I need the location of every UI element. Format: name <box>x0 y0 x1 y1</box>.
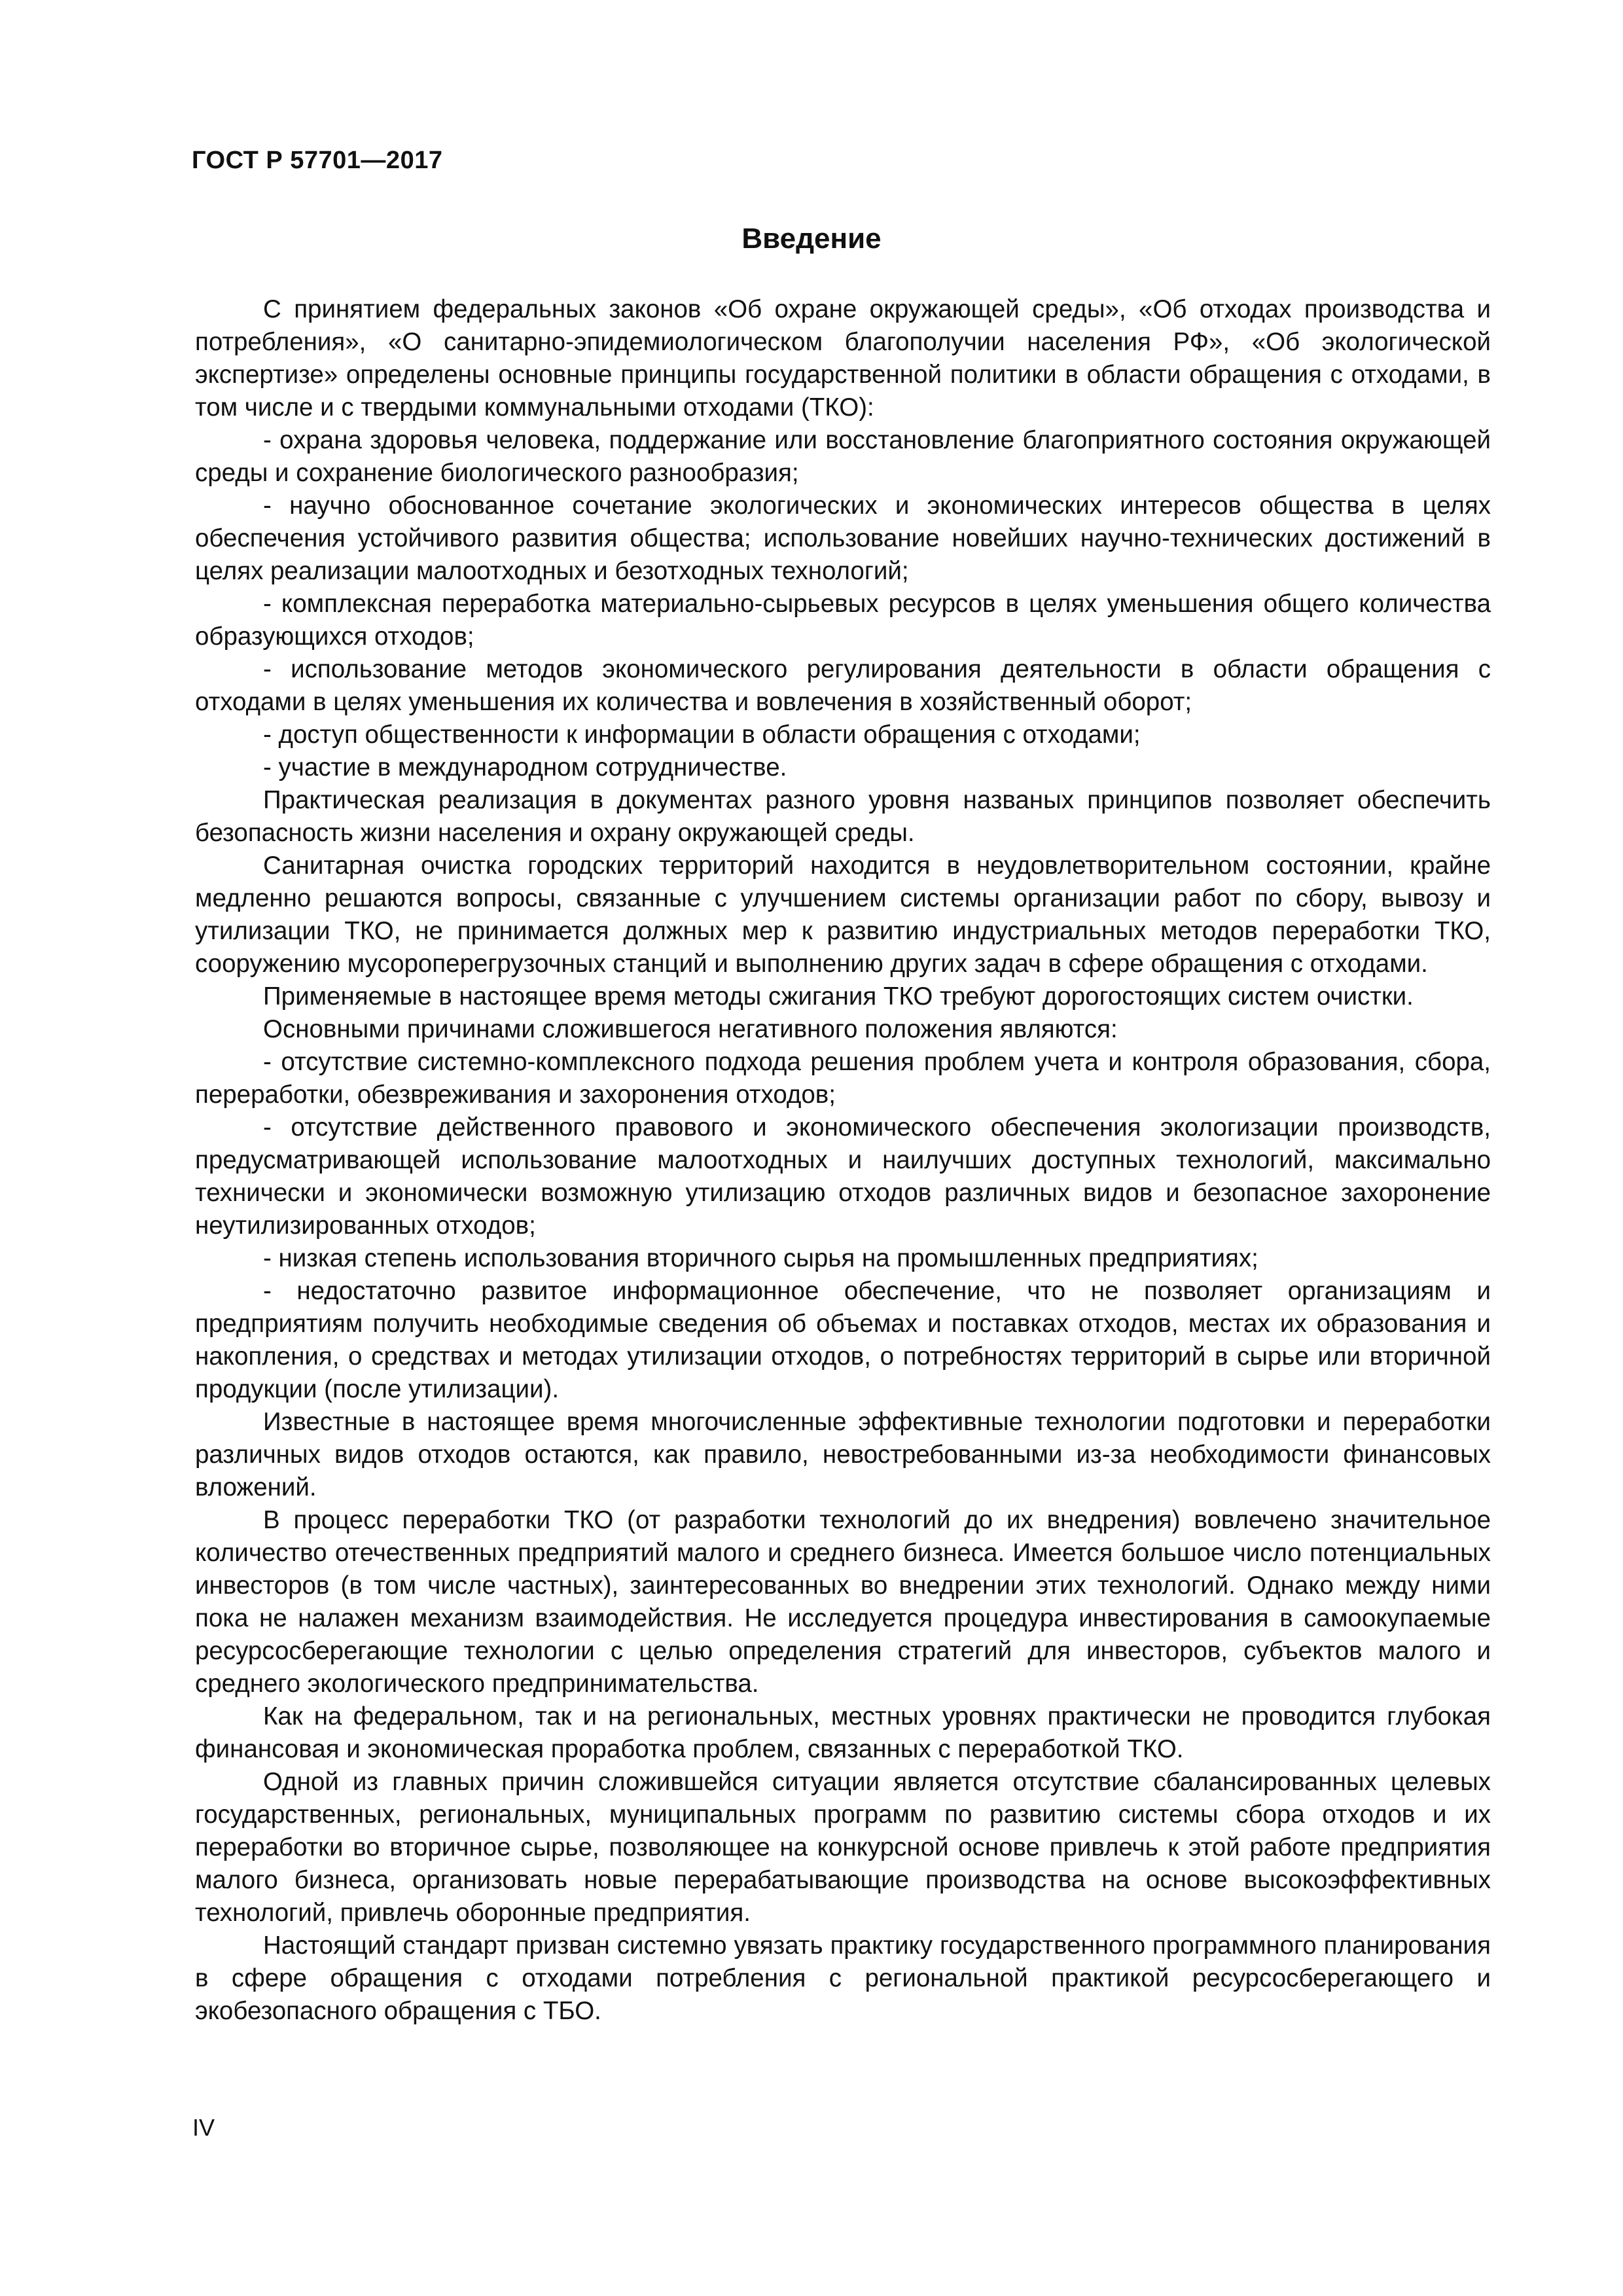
paragraph: Основными причинами сложившегося негативного положения являются: <box>263 1015 1118 1043</box>
paragraph: Санитарная очистка городских территорий находится в неудовлетворительном состоянии, крайне медленно решаются вопросы, связанные с улучшением системы организации работ по сбору, вывозу и утилизации ТКО, не принимается должных мер к развитию индустриальных методов переработки ТКО, сооружению мусороперегрузочных станций и выполнению других задач в сфере обращения с отходами. <box>195 852 1491 978</box>
paragraph: Настоящий стандарт призван системно увязать практику государственного программного планирования в сфере обращения с отходами потребления с региональной практикой ресурсосберегающего и экобезопасного обращения с ТБО. <box>195 1931 1491 2025</box>
paragraph: Известные в настоящее время многочисленные эффективные технологии подготовки и переработки различных видов отходов остаются, как правило, невостребованными из-за необходимости финансовых вложений. <box>195 1408 1491 1501</box>
list-item: - участие в международном сотрудничестве. <box>263 753 787 781</box>
paragraph: С принятием федеральных законов «Об охране окружающей среды», «Об отходах производства и потребления», «О санитарно-эпидемиологическом благополучии населения РФ», «Об экологической экспертизе» определены основные принципы государственной политики в области обращения с отходами, в том числе и с твердыми коммунальными отходами (ТКО): <box>195 295 1491 422</box>
document-header: ГОСТ Р 57701—2017 <box>192 147 443 174</box>
list-item: - низкая степень использования вторичного сырья на промышленных предприятиях; <box>263 1244 1258 1272</box>
list-item: - охрана здоровья человека, поддержание или восстановление благоприятного состояния окружающей среды и сохранение биологического разнообразия; <box>195 426 1491 487</box>
section-title: Введение <box>741 223 882 255</box>
list-item: - недостаточно развитое информационное обеспечение, что не позволяет организациям и предприятиям получить необходимые сведения об объемах и поставках отходов, местах их образования и накопления, о средствах и методах утилизации отходов, о потребностях территорий в сырье или вторичной продукции (после утилизации). <box>195 1277 1491 1403</box>
paragraph: В процесс переработки ТКО (от разработки технологий до их внедрения) вовлечено значительное количество отечественных предприятий малого и среднего бизнеса. Имеется большое число потенциальных инвесторов (в том числе частных), заинтересованных во внедрении этих технологий. Однако между ними пока не налажен механизм взаимодействия. Не исследуется процедура инвестирования в самоокупаемые ресурсосберегающие технологии с целью определения стратегий для инвесторов, субъектов малого и среднего экологического предпринимательства. <box>195 1506 1491 1698</box>
list-item: - комплексная переработка материально-сырьевых ресурсов в целях уменьшения общего количества образующихся отходов; <box>195 590 1491 651</box>
paragraph: Применяемые в настоящее время методы сжигания ТКО требуют дорогостоящих систем очистки. <box>263 982 1414 1011</box>
list-item: - отсутствие системно-комплексного подхода решения проблем учета и контроля образования, сбора, переработки, обезвреживания и захоронения отходов; <box>195 1048 1491 1109</box>
list-item: - отсутствие действенного правового и экономического обеспечения экологизации производств, предусматривающей использование малоотходных и наилучших доступных технологий, максимально технически и экономически возможную утилизацию отходов различных видов и безопасное захоронение неутилизированных отходов; <box>195 1113 1491 1240</box>
list-item: - доступ общественности к информации в области обращения с отходами; <box>263 721 1141 749</box>
paragraph: Одной из главных причин сложившейся ситуации является отсутствие сбалансированных целевых государственных, региональных, муниципальных программ по развитию системы сбора отходов и их переработки во вторичное сырье, позволяющее на конкурсной основе привлечь к этой работе предприятия малого бизнеса, организовать новые перерабатывающие производства на основе высокоэффективных технологий, привлечь оборонные предприятия. <box>195 1768 1491 1927</box>
list-item: - использование методов экономического регулирования деятельности в области обращения с отходами в целях уменьшения их количества и вовлечения в хозяйственный оборот; <box>195 655 1491 716</box>
list-item: - научно обоснованное сочетание экологических и экономических интересов общества в целях обеспечения устойчивого развития общества; использование новейших научно-технических достижений в целях реализации малоотходных и безотходных технологий; <box>195 492 1491 585</box>
body-text <box>195 293 1491 2028</box>
paragraph: Как на федеральном, так и на региональных, местных уровнях практически не проводится глубокая финансовая и экономическая проработка проблем, связанных с переработкой ТКО. <box>195 1702 1491 1763</box>
page-number: IV <box>192 2114 215 2141</box>
paragraph: Практическая реализация в документах разного уровня названых принципов позволяет обеспечить безопасность жизни населения и охрану окружающей среды. <box>195 786 1491 847</box>
